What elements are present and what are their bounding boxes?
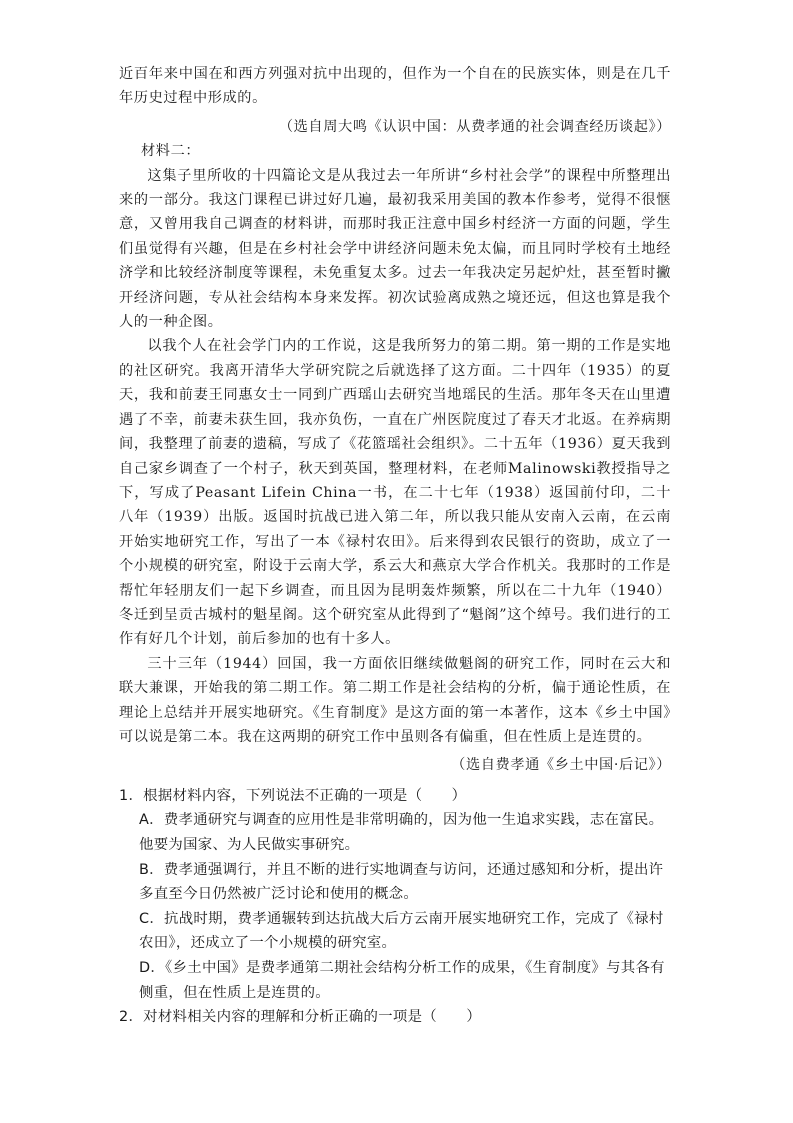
question-1 [119, 784, 671, 1005]
source-citation-2: （选自费孝通《乡土中国·后记》） [451, 757, 671, 774]
material2-paragraph-1: 这集子里所收的十四篇论文是从我过去一年所讲“乡村社会学”的课程中所整理出来的一部分。我这门课程已讲过好几遍，最初我采用美国的教本作参考，觉得不很惬意，又曾用我自己调查的材料讲，而那时我正注意中国乡村经济一方面的问题，学生们虽觉得有兴趣，但是在乡村社会学中讲经济问题未免太偏，而且同时学校有土地经济学和比较经济制度等课程，未免重复太多。过去一年我决定另起炉灶，甚至暂时撇开经济问题，专从社会结构本身来发挥。初次试验离成熟之境还远，但这也算是我个人的一种企图。 [119, 167, 671, 331]
material2-paragraph-3: 三十三年（1944）回国，我一方面依旧继续做魁阁的研究工作，同时在云大和联大兼课，开始我的第二期工作。第二期工作是社会结构的分析，偏于通论性质，在理论上总结并开展实地研究。《生育制度》是这方面的第一本著作，这本《乡土中国》可以说是第二本。我在这两期的研究工作中虽则各有偏重，但在性质上是连贯的。 [119, 655, 671, 745]
question-1-stem: 1．根据材料内容，下列说法不正确的一项是（ ） [119, 787, 467, 804]
question-2-stem: 2．对材料相关内容的理解和分析正确的一项是（ ） [119, 1009, 482, 1026]
question-1-option-c: C．抗战时期，费孝通辗转到达抗战大后方云南开展实地研究工作，完成了《禄村农田》，还成立了一个小规模的研究室。 [139, 910, 664, 952]
material2-heading: 材料二： [141, 143, 201, 160]
source-citation-1: （选自周大鸣《认识中国：从费孝通的社会调查经历谈起》） [278, 118, 671, 135]
question-1-options [119, 808, 671, 1005]
question-2 [119, 1005, 671, 1030]
page-content [119, 62, 671, 1030]
question-1-option-b: B．费孝通强调行，并且不断的进行实地调查与访问，还通过感知和分析，提出许多直至今日仍然被广泛讨论和使用的概念。 [139, 861, 664, 903]
material1-tail: 近百年来中国在和西方列强对抗中出现的，但作为一个自在的民族实体，则是在几千年历史过程中形成的。 [119, 66, 671, 107]
question-1-option-d: D．《乡土中国》是费孝通第二期社会结构分析工作的成果，《生育制度》与其各有侧重，但在性质上是连贯的。 [139, 959, 665, 1001]
material2-paragraph-2: 以我个人在社会学门内的工作说，这是我所努力的第二期。第一期的工作是实地的社区研究。我离开清华大学研究院之后就选择了这方面。二十四年（1935）的夏天，我和前妻王同惠女士一同到广西瑶山去研究当地瑶民的生活。那年冬天在山里遭遇了不幸，前妻未获生回，我亦负伤，一直在广州医院度过了春天才北返。在养病期间，我整理了前妻的遗稿，写成了《花篮瑶社会组织》。二十五年（1936）夏天我到自己家乡调查了一个村子，秋天到英国，整理材料，在老师Malinowski教授指导之下，写成了Peasant Lifein China一书，在二十七年（1938）返国前付印，二十八年（1939）出版。返国时抗战已进入第二年，所以我只能从安南入云南，在云南开始实地研究工作，写出了一本《禄村农田》。后来得到农民银行的资助，成立了一个小规模的研究室，附设于云南大学，系云大和燕京大学合作机关。我那时的工作是帮忙年轻朋友们一起下乡调查，而且因为昆明轰炸频繁，所以在二十九年（1940）冬迁到呈贡古城村的魁星阁。这个研究室从此得到了“魁阁”这个绰号。我们进行的工作有好几个计划，前后参加的也有十多人。 [119, 338, 671, 648]
question-1-option-a: A．费孝通研究与调查的应用性是非常明确的，因为他一生追求实践，志在富民。他要为国家、为人民做实事研究。 [139, 812, 664, 853]
